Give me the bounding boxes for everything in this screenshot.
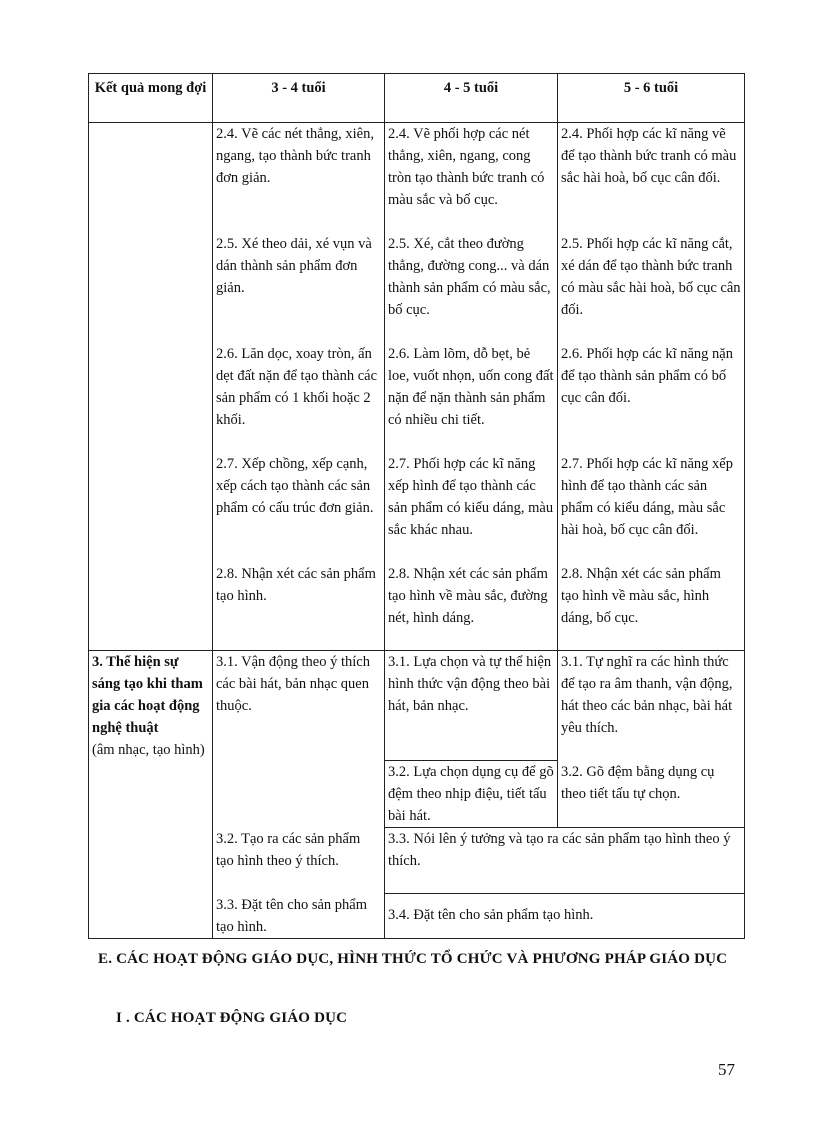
curriculum-table	[88, 73, 745, 939]
table-cell: 2.5. Xé theo dải, xé vụn và dán thành sản phẩm đơn giản.	[213, 233, 385, 343]
table-cell: 2.7. Phối hợp các kĩ năng xếp hình để tạo thành các sản phẩm có kiểu dáng, màu sắc khác nhau.	[385, 453, 558, 563]
table-cell: 3.1. Lựa chọn và tự thể hiện hình thức vận động theo bài hát, bản nhạc.	[385, 651, 558, 761]
table-cell: 2.8. Nhận xét các sản phẩm tạo hình.	[213, 563, 385, 651]
section3-label-bold: 3. Thể hiện sự sáng tạo khi tham gia các hoạt động nghệ thuật	[92, 654, 203, 736]
table-cell: 2.5. Phối hợp các kĩ năng cắt, xé dán để tạo thành bức tranh có màu sắc hài hoà, bố cục cân đối.	[558, 233, 745, 343]
table-cell: 3.2. Tạo ra các sản phẩm tạo hình theo ý thích.	[213, 828, 385, 894]
table-cell: 2.7. Phối hợp các kĩ năng xếp hình để tạo thành các sản phẩm có kiểu dáng, màu sắc hài hoà, bố cục cân đối.	[558, 453, 745, 563]
table-cell: 3.2. Lựa chọn dụng cụ để gõ đệm theo nhịp điệu, tiết tấu bài hát.	[385, 761, 558, 828]
table-cell: 3.1. Vận động theo ý thích các bài hát, bản nhạc quen thuộc.	[213, 651, 385, 828]
table-cell: 3.4. Đặt tên cho sản phẩm tạo hình.	[385, 894, 745, 939]
header-row	[89, 74, 745, 123]
table-cell: 2.7. Xếp chồng, xếp cạnh, xếp cách tạo thành các sản phẩm có cấu trúc đơn giản.	[213, 453, 385, 563]
table-cell: 2.4. Vẽ phối hợp các nét thẳng, xiên, ngang, cong tròn tạo thành bức tranh có màu sắc và bố cục.	[385, 123, 558, 233]
subheading: I . CÁC HOẠT ĐỘNG GIÁO DỤC	[116, 1010, 348, 1026]
table-row	[89, 123, 745, 233]
table-cell: 3.1. Tự nghĩ ra các hình thức để tạo ra âm thanh, vận động, hát theo các bản nhạc, bài hát yêu thích.	[558, 651, 745, 761]
table-cell: 2.4. Vẽ các nét thẳng, xiên, ngang, tạo thành bức tranh đơn giản.	[213, 123, 385, 233]
table-cell: 2.5. Xé, cắt theo đường thẳng, đường cong... và dán thành sản phẩm có màu sắc, bố cục.	[385, 233, 558, 343]
table-cell: 3.3. Nói lên ý tưởng và tạo ra các sản phẩm tạo hình theo ý thích.	[385, 828, 745, 894]
table-cell: 2.4. Phối hợp các kĩ năng vẽ để tạo thành bức tranh có màu sắc hài hoà, bố cục cân đối.	[558, 123, 745, 233]
header-age-5-6: 5 - 6 tuổi	[558, 74, 745, 123]
table-cell: 2.6. Phối hợp các kĩ năng nặn để tạo thành sản phẩm có bố cục cân đối.	[558, 343, 745, 453]
table-cell: 2.6. Lăn dọc, xoay tròn, ấn dẹt đất nặn để tạo thành các sản phẩm có 1 khối hoặc 2 khối.	[213, 343, 385, 453]
table-cell: 3.2. Gõ đệm bằng dụng cụ theo tiết tấu tự chọn.	[558, 761, 745, 828]
section3-label-normal: (âm nhạc, tạo hình)	[92, 742, 205, 758]
page-number: 57	[718, 1060, 735, 1079]
table-cell: 2.8. Nhận xét các sản phẩm tạo hình về màu sắc, hình dáng, bố cục.	[558, 563, 745, 651]
section3-label-cell	[89, 651, 213, 939]
header-age-3-4: 3 - 4 tuổi	[213, 74, 385, 123]
table-cell: 2.8. Nhận xét các sản phẩm tạo hình về màu sắc, đường nét, hình dáng.	[385, 563, 558, 651]
section-heading: E. CÁC HOẠT ĐỘNG GIÁO DỤC, HÌNH THỨC TỔ CHỨC VÀ PHƯƠNG PHÁP GIÁO DỤC	[98, 951, 728, 967]
section2-label-cell	[89, 123, 213, 651]
header-age-4-5: 4 - 5 tuổi	[385, 74, 558, 123]
table-cell: 2.6. Làm lõm, dỗ bẹt, bẻ loe, vuốt nhọn, uốn cong đất nặn để nặn thành sản phẩm có nhiều chi tiết.	[385, 343, 558, 453]
table-cell: 3.3. Đặt tên cho sản phẩm tạo hình.	[213, 894, 385, 939]
table-row	[89, 651, 745, 761]
header-expected-results: Kết quả mong đợi	[89, 74, 213, 123]
